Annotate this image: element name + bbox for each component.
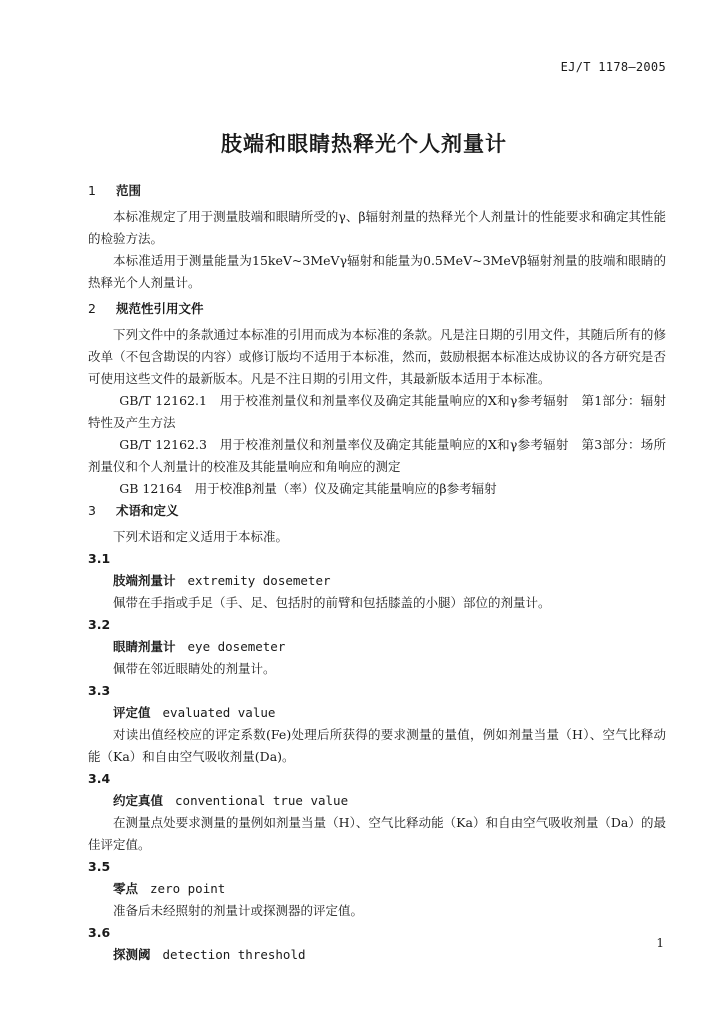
term-zh: 约定真值 — [113, 793, 164, 808]
reference-item: GB 12164 用于校准β剂量（率）仪及确定其能量响应的β参考辐射 — [119, 481, 497, 496]
term-en: evaluated value — [162, 705, 276, 720]
section-number: 1 — [88, 183, 96, 198]
document-title: 肢端和眼睛热释光个人剂量计 — [221, 132, 507, 156]
section-heading — [88, 298, 666, 320]
page-number: 1 — [656, 936, 664, 950]
section-number: 2 — [88, 301, 96, 316]
term-entry — [113, 878, 666, 900]
paragraph: 本标准适用于测量能量为15keV~3MeVγ辐射和能量为0.5MeV~3MeVβ辐射剂量的肢端和眼睛的热释光个人剂量计。 — [88, 253, 666, 290]
document-body — [88, 180, 666, 966]
clause-number: 3.6 — [88, 925, 111, 940]
term-entry — [113, 570, 666, 592]
term-en: eye dosemeter — [187, 639, 286, 654]
term-definition: 佩带在手指或手足（手、足、包括肘的前臂和包括膝盖的小腿）部位的剂量计。 — [113, 595, 551, 610]
term-entry — [113, 944, 666, 966]
clause-number: 3.5 — [88, 859, 111, 874]
term-en: extremity dosemeter — [187, 573, 331, 588]
clause-number: 3.1 — [88, 551, 111, 566]
reference-item: GB/T 12162.3 用于校准剂量仪和剂量率仪及确定其能量响应的X和γ参考辐射 第3部分：场所剂量仪和个人剂量计的校准及其能量响应和角响应的测定 — [88, 437, 666, 474]
clause-number: 3.2 — [88, 617, 111, 632]
term-en: zero point — [150, 881, 226, 896]
section-title: 术语和定义 — [116, 503, 179, 518]
section-heading — [88, 500, 666, 522]
reference-item: GB/T 12162.1 用于校准剂量仪和剂量率仪及确定其能量响应的X和γ参考辐射 第1部分：辐射特性及产生方法 — [88, 393, 666, 430]
term-en: conventional true value — [175, 793, 349, 808]
clause-number: 3.3 — [88, 683, 111, 698]
standard-number: EJ/T 1178—2005 — [560, 60, 666, 74]
term-zh: 零点 — [113, 881, 139, 896]
paragraph: 下列文件中的条款通过本标准的引用而成为本标准的条款。凡是注日期的引用文件，其随后所有的修改单（不包含勘误的内容）或修订版均不适用于本标准，然而，鼓励根据本标准达成协议的各方研究是否可使用这些文件的最新版本。凡是不注日期的引用文件，其最新版本适用于本标准。 — [88, 327, 666, 386]
term-zh: 眼睛剂量计 — [113, 639, 176, 654]
term-entry — [113, 636, 666, 658]
term-definition: 准备后未经照射的剂量计或探测器的评定值。 — [113, 903, 364, 918]
term-zh: 探测阈 — [113, 947, 151, 962]
term-entry — [113, 790, 666, 812]
term-definition: 对读出值经校应的评定系数(Fe)处理后所获得的要求测量的量值，例如剂量当量（H）、空气比释动能（Ka）和自由空气吸收剂量(Da)。 — [88, 727, 666, 764]
section-title: 规范性引用文件 — [116, 301, 204, 316]
term-definition: 在测量点处要求测量的量例如剂量当量（H）、空气比释动能（Ka）和自由空气吸收剂量（Da）的最佳评定值。 — [88, 815, 666, 852]
clause-number: 3.4 — [88, 771, 111, 786]
paragraph: 本标准规定了用于测量肢端和眼睛所受的γ、β辐射剂量的热释光个人剂量计的性能要求和确定其性能的检验方法。 — [88, 209, 666, 246]
term-entry — [113, 702, 666, 724]
paragraph: 下列术语和定义适用于本标准。 — [113, 529, 289, 544]
term-definition: 佩带在邻近眼睛处的剂量计。 — [113, 661, 276, 676]
term-zh: 肢端剂量计 — [113, 573, 176, 588]
section-number: 3 — [88, 503, 96, 518]
section-heading — [88, 180, 666, 202]
term-en: detection threshold — [162, 947, 306, 962]
section-title: 范围 — [116, 183, 142, 198]
term-zh: 评定值 — [113, 705, 151, 720]
